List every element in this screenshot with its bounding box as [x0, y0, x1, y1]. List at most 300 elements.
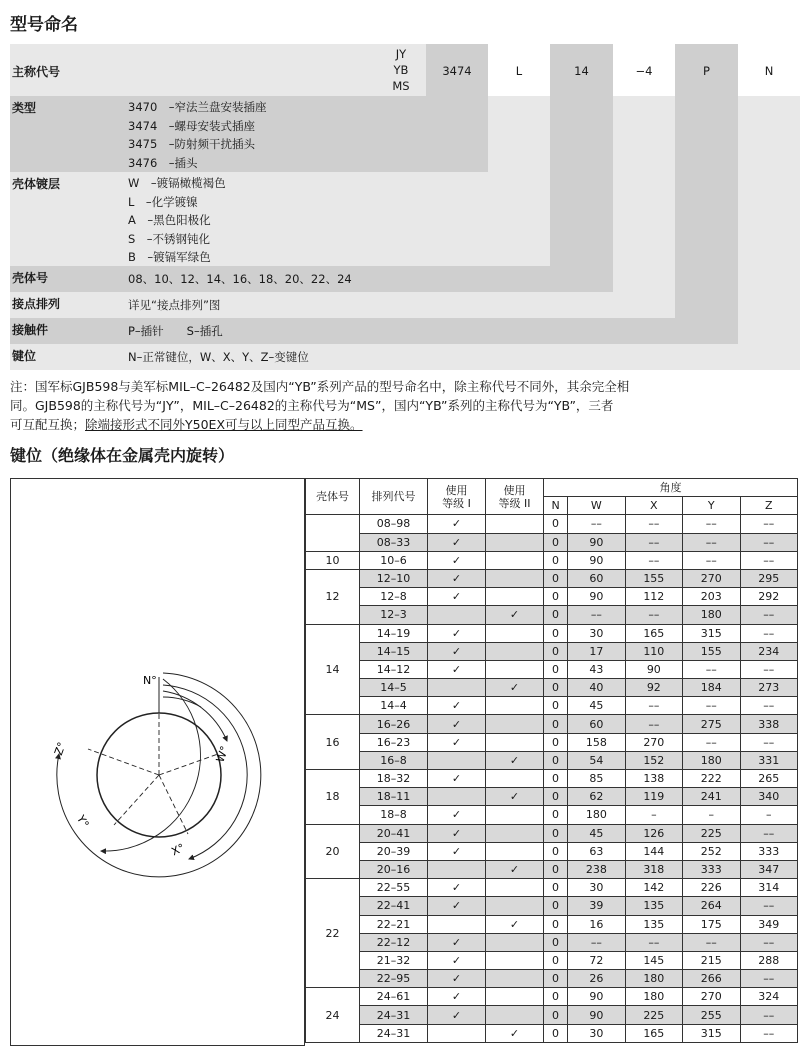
angle-z-cell: –– — [740, 606, 797, 624]
use-class-2-cell: ✓ — [486, 860, 544, 878]
header-arrangement: 排列代号 — [360, 479, 428, 515]
table-row — [306, 1006, 798, 1024]
angle-y-cell: –– — [683, 660, 740, 678]
use-class-2-cell: ✓ — [486, 751, 544, 769]
label-w: W° — [213, 744, 232, 765]
angle-z-cell: – — [740, 806, 797, 824]
table-row — [306, 988, 798, 1006]
angle-w-cell: 39 — [568, 897, 625, 915]
angle-z-cell: –– — [740, 970, 797, 988]
label-y: Y° — [74, 813, 92, 831]
angle-w-cell: 238 — [568, 860, 625, 878]
angle-x-cell: –– — [625, 697, 682, 715]
header-angle: 角度 — [544, 479, 798, 497]
angle-y-cell: 266 — [683, 970, 740, 988]
plating-item: L –化学镀镍 — [128, 194, 198, 209]
angle-y-cell: 270 — [683, 569, 740, 587]
angle-z-cell: –– — [740, 1024, 797, 1042]
angle-z-cell: –– — [740, 551, 797, 569]
use-class-1-cell: ✓ — [428, 770, 486, 788]
use-class-1-cell — [428, 751, 486, 769]
angle-x-cell: 225 — [625, 1006, 682, 1024]
angle-x-cell: 152 — [625, 751, 682, 769]
angle-z-cell: 292 — [740, 588, 797, 606]
use-class-1-cell: ✓ — [428, 806, 486, 824]
angle-w-cell: 90 — [568, 551, 625, 569]
label-arrangement: 接点排列 — [12, 297, 61, 311]
arrangement-cell: 08–98 — [360, 515, 428, 533]
shell-size-cell: 10 — [306, 551, 360, 569]
table-row — [306, 697, 798, 715]
part-type: 3474 — [442, 64, 472, 78]
angle-w-cell: 60 — [568, 715, 625, 733]
conn-3474 — [426, 96, 488, 172]
use-class-2-cell — [486, 933, 544, 951]
shell-size-cell: 12 — [306, 569, 360, 624]
angle-x-cell: –– — [625, 515, 682, 533]
angle-n-cell: 0 — [544, 970, 568, 988]
arrangement-desc: 详见“接点排列”图 — [128, 298, 221, 312]
angle-w-cell: 26 — [568, 970, 625, 988]
table-row — [306, 715, 798, 733]
type-item: 3475 –防射频干扰插头 — [128, 137, 256, 151]
angle-y-cell: –– — [683, 551, 740, 569]
angle-z-cell: 324 — [740, 988, 797, 1006]
angle-x-cell: 142 — [625, 879, 682, 897]
header-use-class-1: 使用 等级 I — [428, 479, 486, 515]
angle-x-cell: –– — [625, 533, 682, 551]
part-plating: L — [515, 64, 523, 78]
angle-w-cell: 90 — [568, 533, 625, 551]
angle-y-cell: 203 — [683, 588, 740, 606]
use-class-1-cell: ✓ — [428, 842, 486, 860]
table-row — [306, 897, 798, 915]
angle-w-cell: 63 — [568, 842, 625, 860]
label-x: X° — [169, 841, 187, 859]
key-table-body — [306, 515, 798, 1042]
use-class-1-cell: ✓ — [428, 879, 486, 897]
angle-w-cell: 30 — [568, 624, 625, 642]
angle-n-cell: 0 — [544, 770, 568, 788]
table-row — [306, 951, 798, 969]
angle-w-cell: 85 — [568, 770, 625, 788]
angle-y-cell: 226 — [683, 879, 740, 897]
angle-z-cell: 349 — [740, 915, 797, 933]
arrangement-cell: 24–31 — [360, 1024, 428, 1042]
angle-w-cell: 158 — [568, 733, 625, 751]
angle-y-cell: –– — [683, 515, 740, 533]
use-class-2-cell — [486, 551, 544, 569]
arrangement-cell: 22–21 — [360, 915, 428, 933]
table-row — [306, 606, 798, 624]
angle-x-cell: 138 — [625, 770, 682, 788]
table-row — [306, 624, 798, 642]
angle-y-cell: 275 — [683, 715, 740, 733]
label-plating: 壳体镀层 — [12, 177, 61, 191]
arrangement-cell: 12–10 — [360, 569, 428, 587]
shell-size-cell: 16 — [306, 715, 360, 770]
use-class-2-cell — [486, 988, 544, 1006]
use-class-1-cell: ✓ — [428, 715, 486, 733]
use-class-2-cell — [486, 897, 544, 915]
angle-n-cell: 0 — [544, 624, 568, 642]
use-class-2-cell — [486, 733, 544, 751]
angle-n-cell: 0 — [544, 897, 568, 915]
type-item: 3476 –插头 — [128, 155, 198, 170]
note-text: 可互配互换； — [10, 417, 86, 432]
arrangement-cell: 22–55 — [360, 879, 428, 897]
header-x: X — [625, 497, 682, 515]
type-list — [128, 98, 267, 172]
table-row — [306, 933, 798, 951]
use-class-1-cell: ✓ — [428, 697, 486, 715]
angle-x-cell: 110 — [625, 642, 682, 660]
table-row — [306, 842, 798, 860]
angle-x-cell: 318 — [625, 860, 682, 878]
angle-n-cell: 0 — [544, 860, 568, 878]
angle-y-cell: 315 — [683, 1024, 740, 1042]
angle-w-cell: 43 — [568, 660, 625, 678]
angle-z-cell: –– — [740, 533, 797, 551]
use-class-2-cell — [486, 624, 544, 642]
table-row — [306, 733, 798, 751]
contact-desc: P–插针 S–插孔 — [128, 324, 223, 338]
angle-n-cell: 0 — [544, 715, 568, 733]
angle-y-cell: 222 — [683, 770, 740, 788]
table-row — [306, 679, 798, 697]
angle-z-cell: 273 — [740, 679, 797, 697]
angle-z-cell: –– — [740, 660, 797, 678]
angle-n-cell: 0 — [544, 551, 568, 569]
conn-p — [675, 96, 738, 344]
use-class-2-cell — [486, 951, 544, 969]
table-row — [306, 588, 798, 606]
use-class-1-cell: ✓ — [428, 824, 486, 842]
prefix-jy: JY — [395, 47, 407, 61]
plating-item: B –镀镉军绿色 — [128, 250, 211, 264]
use-class-1-cell: ✓ — [428, 897, 486, 915]
angle-w-cell: 90 — [568, 1006, 625, 1024]
arrangement-cell: 14–19 — [360, 624, 428, 642]
arrangement-cell: 12–8 — [360, 588, 428, 606]
angle-y-cell: –– — [683, 933, 740, 951]
use-class-2-cell: ✓ — [486, 679, 544, 697]
arrangement-cell: 18–8 — [360, 806, 428, 824]
use-class-1-cell — [428, 788, 486, 806]
angle-w-cell: 90 — [568, 988, 625, 1006]
arrangement-cell: 16–26 — [360, 715, 428, 733]
angle-z-cell: 265 — [740, 770, 797, 788]
angle-z-cell: 338 — [740, 715, 797, 733]
angle-x-cell: 144 — [625, 842, 682, 860]
label-type: 类型 — [12, 101, 37, 115]
angle-w-cell: 30 — [568, 1024, 625, 1042]
angle-n-cell: 0 — [544, 569, 568, 587]
part-shell: 14 — [574, 64, 589, 78]
use-class-1-cell: ✓ — [428, 951, 486, 969]
table-row — [306, 788, 798, 806]
table-row — [306, 751, 798, 769]
header-shell: 壳体号 — [306, 479, 360, 515]
use-class-2-cell — [486, 1006, 544, 1024]
arrangement-cell: 20–41 — [360, 824, 428, 842]
angle-n-cell: 0 — [544, 915, 568, 933]
arrangement-cell: 14–15 — [360, 642, 428, 660]
use-class-2-cell — [486, 533, 544, 551]
angle-n-cell: 0 — [544, 606, 568, 624]
conn-4 — [613, 96, 675, 318]
arrangement-cell: 20–16 — [360, 860, 428, 878]
arrangement-cell: 22–95 — [360, 970, 428, 988]
table-row — [306, 1024, 798, 1042]
angle-n-cell: 0 — [544, 679, 568, 697]
use-class-1-cell: ✓ — [428, 515, 486, 533]
angle-y-cell: 264 — [683, 897, 740, 915]
arrangement-cell: 22–12 — [360, 933, 428, 951]
table-row — [306, 915, 798, 933]
angle-y-cell: 315 — [683, 624, 740, 642]
row-bar-arrangement — [10, 292, 613, 318]
angle-x-cell: 145 — [625, 951, 682, 969]
angle-z-cell: –– — [740, 897, 797, 915]
angle-x-cell: 180 — [625, 988, 682, 1006]
plating-item: S –不锈钢钝化 — [128, 231, 211, 246]
angle-x-cell: –– — [625, 551, 682, 569]
angle-z-cell: 333 — [740, 842, 797, 860]
row-bar-contact — [10, 318, 675, 344]
table-row — [306, 642, 798, 660]
model-naming-title: 型号命名 — [10, 15, 78, 35]
row-bar-main — [10, 44, 426, 96]
use-class-2-cell — [486, 770, 544, 788]
angle-z-cell: 340 — [740, 788, 797, 806]
angle-n-cell: 0 — [544, 588, 568, 606]
angle-x-cell: –– — [625, 933, 682, 951]
angle-n-cell: 0 — [544, 824, 568, 842]
angle-x-cell: – — [625, 806, 682, 824]
use-class-1-cell: ✓ — [428, 988, 486, 1006]
angle-w-cell: –– — [568, 606, 625, 624]
use-class-2-cell — [486, 697, 544, 715]
part-key: N — [764, 64, 774, 78]
angle-y-cell: –– — [683, 733, 740, 751]
shell-size-cell: 18 — [306, 770, 360, 825]
use-class-1-cell: ✓ — [428, 970, 486, 988]
use-class-2-cell — [486, 660, 544, 678]
arrangement-cell: 18–11 — [360, 788, 428, 806]
header-n: N — [544, 497, 568, 515]
angle-n-cell: 0 — [544, 988, 568, 1006]
angle-z-cell: 314 — [740, 879, 797, 897]
angle-x-cell: 270 — [625, 733, 682, 751]
use-class-2-cell — [486, 569, 544, 587]
angle-x-cell: 112 — [625, 588, 682, 606]
shell-size-cell — [306, 515, 360, 551]
shell-size-cell: 14 — [306, 624, 360, 715]
prefix-codes — [386, 46, 416, 94]
arrangement-cell: 22–41 — [360, 897, 428, 915]
shell-size-cell: 24 — [306, 988, 360, 1043]
table-row — [306, 515, 798, 533]
table-row — [306, 569, 798, 587]
use-class-1-cell: ✓ — [428, 933, 486, 951]
angle-x-cell: 126 — [625, 824, 682, 842]
note-line: 同。GJB598的主称代号为“JY”，MIL–C–26482的主称代号为“MS”，国内“YB”系列的主称代号为“YB”，三者 — [10, 398, 614, 413]
angle-w-cell: 16 — [568, 915, 625, 933]
angle-z-cell: 331 — [740, 751, 797, 769]
header-z: Z — [740, 497, 797, 515]
table-row — [306, 860, 798, 878]
angle-n-cell: 0 — [544, 1006, 568, 1024]
use-class-1-cell: ✓ — [428, 533, 486, 551]
use-class-1-cell: ✓ — [428, 642, 486, 660]
angle-y-cell: – — [683, 806, 740, 824]
prefix-ms: MS — [392, 79, 410, 93]
angle-x-cell: 119 — [625, 788, 682, 806]
use-class-2-cell — [486, 806, 544, 824]
angle-z-cell: 234 — [740, 642, 797, 660]
label-key: 键位 — [12, 349, 37, 363]
header-y: Y — [683, 497, 740, 515]
table-row — [306, 551, 798, 569]
angle-w-cell: 180 — [568, 806, 625, 824]
angle-x-cell: –– — [625, 715, 682, 733]
angle-z-cell: 347 — [740, 860, 797, 878]
use-class-2-cell — [486, 824, 544, 842]
note-underlined: 除端接形式不同外Y50EX可与以上同型产品互换。 — [85, 417, 363, 432]
label-n: N° — [143, 674, 157, 687]
angle-n-cell: 0 — [544, 879, 568, 897]
use-class-2-cell: ✓ — [486, 788, 544, 806]
angle-n-cell: 0 — [544, 806, 568, 824]
type-item: 3474 –螺母安装式插座 — [128, 118, 256, 133]
use-class-1-cell: ✓ — [428, 569, 486, 587]
use-class-1-cell — [428, 860, 486, 878]
use-class-2-cell — [486, 588, 544, 606]
arrangement-cell: 10–6 — [360, 551, 428, 569]
arrangement-cell: 14–4 — [360, 697, 428, 715]
plating-item: A –黑色阳极化 — [128, 213, 211, 227]
angle-y-cell: 225 — [683, 824, 740, 842]
angle-y-cell: 180 — [683, 606, 740, 624]
angle-w-cell: 62 — [568, 788, 625, 806]
use-class-2-cell — [486, 879, 544, 897]
use-class-1-cell: ✓ — [428, 660, 486, 678]
rotation-diagram — [11, 479, 304, 1045]
use-class-2-cell: ✓ — [486, 1024, 544, 1042]
note-line — [10, 415, 800, 434]
arrangement-cell: 08–33 — [360, 533, 428, 551]
angle-y-cell: –– — [683, 533, 740, 551]
arrangement-cell: 20–39 — [360, 842, 428, 860]
arrangement-cell: 16–8 — [360, 751, 428, 769]
row-bar-plating — [10, 172, 488, 266]
angle-x-cell: –– — [625, 606, 682, 624]
label-contact: 接触件 — [12, 323, 49, 337]
arrangement-cell: 24–31 — [360, 1006, 428, 1024]
angle-x-cell: 135 — [625, 897, 682, 915]
use-class-1-cell: ✓ — [428, 588, 486, 606]
angle-z-cell: –– — [740, 1006, 797, 1024]
key-desc: N–正常键位，W、X、Y、Z–变键位 — [128, 350, 309, 364]
conn-l — [488, 96, 550, 266]
angle-w-cell: –– — [568, 515, 625, 533]
table-row — [306, 879, 798, 897]
use-class-1-cell: ✓ — [428, 733, 486, 751]
angle-n-cell: 0 — [544, 788, 568, 806]
label-shell: 壳体号 — [12, 271, 49, 285]
use-class-1-cell — [428, 679, 486, 697]
arrangement-cell: 12–3 — [360, 606, 428, 624]
key-position-title: 键位（绝缘体在金属壳内旋转） — [10, 446, 235, 465]
prefix-yb: YB — [393, 63, 409, 77]
arrangement-cell: 21–32 — [360, 951, 428, 969]
angle-y-cell: 255 — [683, 1006, 740, 1024]
arrangement-cell: 14–12 — [360, 660, 428, 678]
angle-n-cell: 0 — [544, 842, 568, 860]
angle-w-cell: 17 — [568, 642, 625, 660]
angle-z-cell: 295 — [740, 569, 797, 587]
angle-y-cell: 175 — [683, 915, 740, 933]
use-class-2-cell — [486, 515, 544, 533]
label-main-code: 主称代号 — [12, 65, 61, 79]
plating-list — [128, 174, 226, 267]
angle-z-cell: –– — [740, 733, 797, 751]
angle-x-cell: 90 — [625, 660, 682, 678]
table-row — [306, 970, 798, 988]
angle-z-cell: –– — [740, 697, 797, 715]
angle-w-cell: 45 — [568, 824, 625, 842]
angle-y-cell: 333 — [683, 860, 740, 878]
use-class-2-cell — [486, 715, 544, 733]
angle-x-cell: 135 — [625, 915, 682, 933]
shell-size-cell: 20 — [306, 824, 360, 879]
angle-y-cell: –– — [683, 697, 740, 715]
angle-n-cell: 0 — [544, 533, 568, 551]
angle-w-cell: 72 — [568, 951, 625, 969]
angle-n-cell: 0 — [544, 933, 568, 951]
shell-sizes: 08、10、12、14、16、18、20、22、24 — [128, 272, 352, 286]
angle-x-cell: 165 — [625, 624, 682, 642]
use-class-2-cell — [486, 842, 544, 860]
use-class-2-cell — [486, 970, 544, 988]
use-class-1-cell: ✓ — [428, 551, 486, 569]
table-row — [306, 660, 798, 678]
type-item: 3470 –窄法兰盘安装插座 — [128, 100, 267, 114]
arrangement-cell: 14–5 — [360, 679, 428, 697]
angle-x-cell: 155 — [625, 569, 682, 587]
table-row — [306, 770, 798, 788]
use-class-1-cell — [428, 915, 486, 933]
part-arrangement: −4 — [635, 64, 653, 78]
key-position-table — [305, 478, 798, 1043]
arrangement-cell: 24–61 — [360, 988, 428, 1006]
angle-z-cell: –– — [740, 624, 797, 642]
angle-x-cell: 165 — [625, 1024, 682, 1042]
note-line: 注：国军标GJB598与美军标MIL–C–26482及国内“YB”系列产品的型号命名中，除主称代号不同外，其余完全相 — [10, 379, 630, 394]
angle-w-cell: 40 — [568, 679, 625, 697]
plating-item: W –镀镉橄榄褐色 — [128, 176, 226, 190]
table-row — [306, 533, 798, 551]
angle-y-cell: 184 — [683, 679, 740, 697]
use-class-1-cell: ✓ — [428, 1006, 486, 1024]
angle-n-cell: 0 — [544, 751, 568, 769]
angle-w-cell: 45 — [568, 697, 625, 715]
header-w: W — [568, 497, 625, 515]
use-class-1-cell — [428, 1024, 486, 1042]
use-class-1-cell: ✓ — [428, 624, 486, 642]
angle-z-cell: –– — [740, 824, 797, 842]
